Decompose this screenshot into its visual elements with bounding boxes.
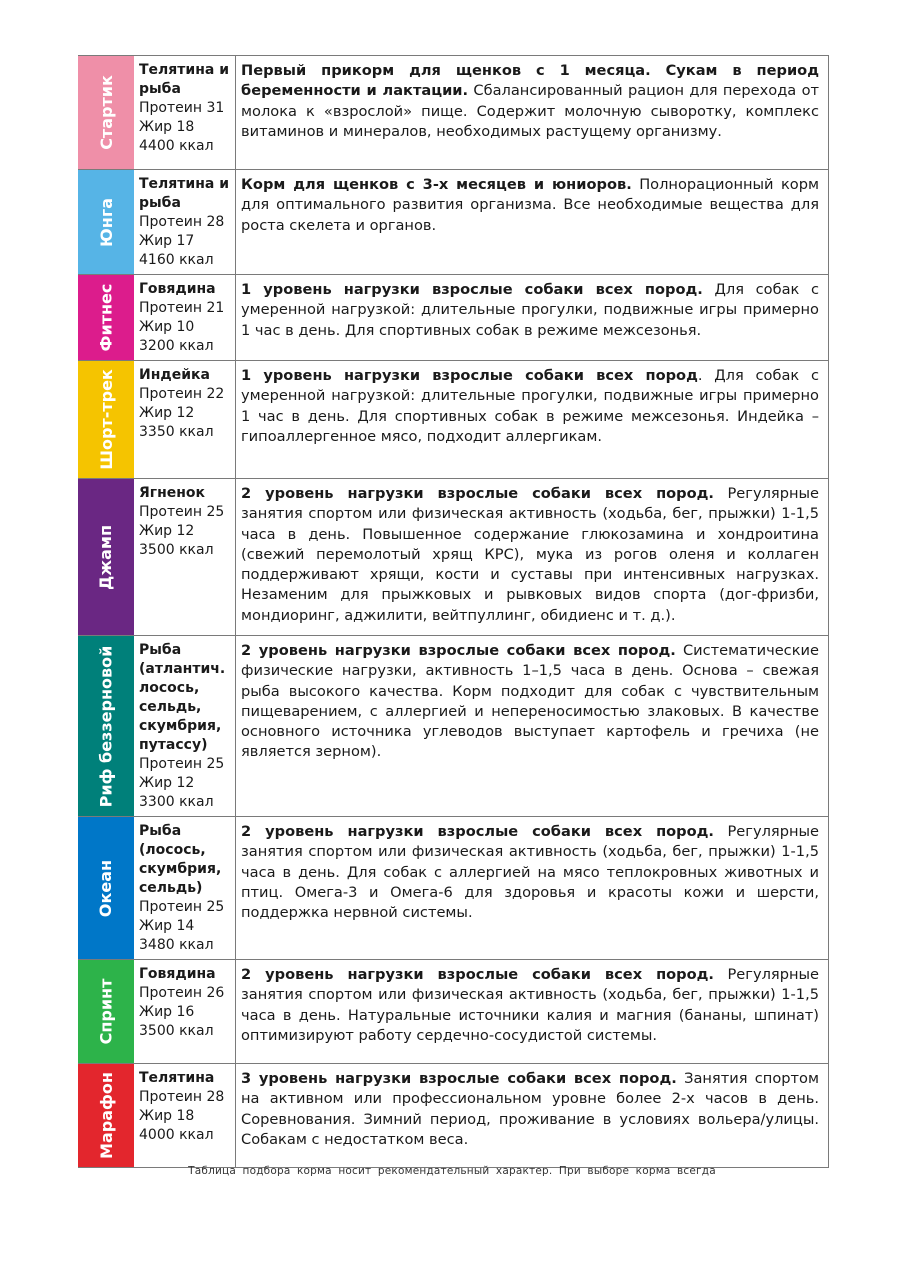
composition-cell: [134, 817, 236, 960]
protein-source: Рыба (атлантич. лосось, сельдь, скумбрия, путассу): [139, 642, 226, 753]
protein-source: Ягненок: [139, 485, 206, 501]
calories-value: 3500 ккал: [139, 542, 214, 558]
description-lead: 3 уровень нагрузки взрослые собаки всех пород.: [241, 1070, 677, 1087]
fat-value: Жир 14: [139, 918, 195, 934]
calories-value: 4400 ккал: [139, 138, 214, 154]
table-row: [78, 817, 829, 960]
row-label-text: Шорт-трек: [96, 369, 116, 470]
row-label-text: Джамп: [96, 524, 116, 590]
row-label: [78, 960, 134, 1064]
row-label-text: Спринт: [96, 978, 116, 1045]
composition-cell: [134, 170, 236, 275]
table-row: [78, 960, 829, 1064]
table-row: [78, 636, 829, 817]
composition-cell: [134, 636, 236, 817]
description-text: Регулярные занятия спортом или физическая активность (ходьба, бег, прыжки) 1-1,5 часа в день. Натуральные источники калия и магния (бананы, шпинат) оптимизируют работу сердечно-сосудистой системы.: [241, 966, 819, 1044]
description-cell: [236, 817, 829, 960]
protein-value: Протеин 26: [139, 985, 225, 1001]
row-label: [78, 479, 134, 636]
table-row: [78, 361, 829, 479]
composition-cell: [134, 275, 236, 361]
description-cell: [236, 170, 829, 275]
description-lead: Первый прикорм для щенков с 1 месяца. Сукам в период беременности и лактации.: [241, 62, 819, 100]
row-label: [78, 275, 134, 361]
description-cell: [236, 56, 829, 170]
description-cell: [236, 1064, 829, 1168]
composition-cell: [134, 56, 236, 170]
row-label-text: Фитнес: [96, 283, 116, 352]
row-label: [78, 170, 134, 275]
description-text: Занятия спортом на активном или профессиональном уровне более 2-х часов в день. Соревнования. Зимний период, проживание в условиях вольера/улицы. Собакам с недостатком веса.: [241, 1070, 819, 1148]
protein-source: Индейка: [139, 367, 210, 383]
calories-value: 3480 ккал: [139, 937, 214, 953]
description-lead: 2 уровень нагрузки взрослые собаки всех пород.: [241, 642, 676, 659]
calories-value: 4000 ккал: [139, 1127, 214, 1143]
row-label: [78, 636, 134, 817]
description-lead: 1 уровень нагрузки взрослые собаки всех пород: [241, 367, 698, 384]
composition-cell: [134, 960, 236, 1064]
composition-cell: [134, 479, 236, 636]
description-lead: 2 уровень нагрузки взрослые собаки всех пород.: [241, 966, 714, 983]
description-text: Регулярные занятия спортом или физическая активность (ходьба, бег, прыжки) 1-1,5 часа в день. Повышенное содержание глюкозамина и хондроитина (свежий перемолотый хрящ КРС), мука из рогов оленя и коллаген поддерживают хрящи, кости и суставы при интенсивных нагрузках. Незаменим для прыжковых и рывковых видов спорта (дог-фризби, мондиоринг, аджилити, вейтпуллинг, обидиенс и т. д.).: [241, 485, 819, 624]
description-cell: [236, 479, 829, 636]
protein-source: Телятина и рыба: [139, 62, 230, 97]
description-text: Регулярные занятия спортом или физическая активность (ходьба, бег, прыжки) 1-1,5 часа в день. Для собак с аллергией на мясо теплокровных животных и птиц. Омега-3 и Омега-6 для здоровья и красоты кожи и шерсти, поддержка нервной системы.: [241, 823, 819, 922]
description-lead: 1 уровень нагрузки взрослые собаки всех пород.: [241, 281, 703, 298]
protein-source: Говядина: [139, 966, 216, 982]
row-label-text: Океан: [96, 859, 116, 917]
row-label-text: Риф беззерновой: [96, 645, 116, 807]
description-text: Полнорационный корм для оптимального развития организма. Все необходимые вещества для роста скелета и органов.: [241, 176, 820, 234]
table-row: [78, 479, 829, 636]
fat-value: Жир 18: [139, 1108, 195, 1124]
calories-value: 3200 ккал: [139, 338, 214, 354]
fat-value: Жир 10: [139, 319, 195, 335]
row-label-text: Марафон: [96, 1072, 116, 1159]
composition-cell: [134, 1064, 236, 1168]
table-row: [78, 170, 829, 275]
protein-value: Протеин 22: [139, 386, 225, 402]
protein-value: Протеин 28: [139, 214, 225, 230]
row-label-text: Юнга: [96, 197, 116, 247]
row-label-text: Стартик: [96, 75, 116, 150]
description-cell: [236, 275, 829, 361]
protein-value: Протеин 28: [139, 1089, 225, 1105]
description-lead: Корм для щенков с 3-х месяцев и юниоров.: [241, 176, 632, 193]
protein-value: Протеин 21: [139, 300, 225, 316]
fat-value: Жир 12: [139, 405, 195, 421]
fat-value: Жир 17: [139, 233, 195, 249]
description-lead: 2 уровень нагрузки взрослые собаки всех пород.: [241, 485, 714, 502]
protein-value: Протеин 25: [139, 504, 225, 520]
fat-value: Жир 12: [139, 523, 195, 539]
fat-value: Жир 18: [139, 119, 195, 135]
description-cell: [236, 960, 829, 1064]
row-label: [78, 56, 134, 170]
protein-source: Телятина: [139, 1070, 215, 1086]
fat-value: Жир 12: [139, 775, 195, 791]
protein-value: Протеин 25: [139, 756, 225, 772]
footer-note: Таблица подбора корма носит рекомендательный характер. При выборе корма всегда: [188, 1165, 716, 1177]
calories-value: 4160 ккал: [139, 252, 214, 268]
row-label: [78, 817, 134, 960]
description-cell: [236, 636, 829, 817]
feed-selection-table: [78, 55, 829, 1168]
fat-value: Жир 16: [139, 1004, 195, 1020]
calories-value: 3350 ккал: [139, 424, 214, 440]
calories-value: 3500 ккал: [139, 1023, 214, 1039]
protein-value: Протеин 31: [139, 100, 225, 116]
description-cell: [236, 361, 829, 479]
description-text: Систематические физические нагрузки, активность 1–1,5 часа в день. Основа – свежая рыба высокого качества. Корм подходит для собак с чувствительным пищеварением, с аллергией и непереносимостью злаковых. В качестве основного источника углеводов выступает картофель и гречиха (не является зерном).: [241, 642, 819, 761]
protein-source: Говядина: [139, 281, 216, 297]
description-text: Сбалансированный рацион для перехода от молока к «взрослой» пище. Содержит молочную сыворотку, комплекс витаминов и минералов, необходимых растущему организму.: [241, 82, 819, 140]
table-row: [78, 56, 829, 170]
protein-value: Протеин 25: [139, 899, 225, 915]
table-row: [78, 275, 829, 361]
protein-source: Телятина и рыба: [139, 176, 230, 211]
table-row: [78, 1064, 829, 1168]
description-text: . Для собак с умеренной нагрузкой: длительные прогулки, подвижные игры примерно 1 час в день. Для спортивных собак в режиме межсезонья. Индейка – гипоаллергенное мясо, подходит аллергикам.: [241, 367, 819, 445]
protein-source: Рыба (лосось, скумбрия, сельдь): [139, 823, 222, 896]
composition-cell: [134, 361, 236, 479]
calories-value: 3300 ккал: [139, 794, 214, 810]
row-label: [78, 361, 134, 479]
row-label: [78, 1064, 134, 1168]
description-lead: 2 уровень нагрузки взрослые собаки всех пород.: [241, 823, 714, 840]
description-text: Для собак с умеренной нагрузкой: длительные прогулки, подвижные игры примерно 1 час в день. Для спортивных собак в режиме межсезонья.: [241, 281, 819, 339]
